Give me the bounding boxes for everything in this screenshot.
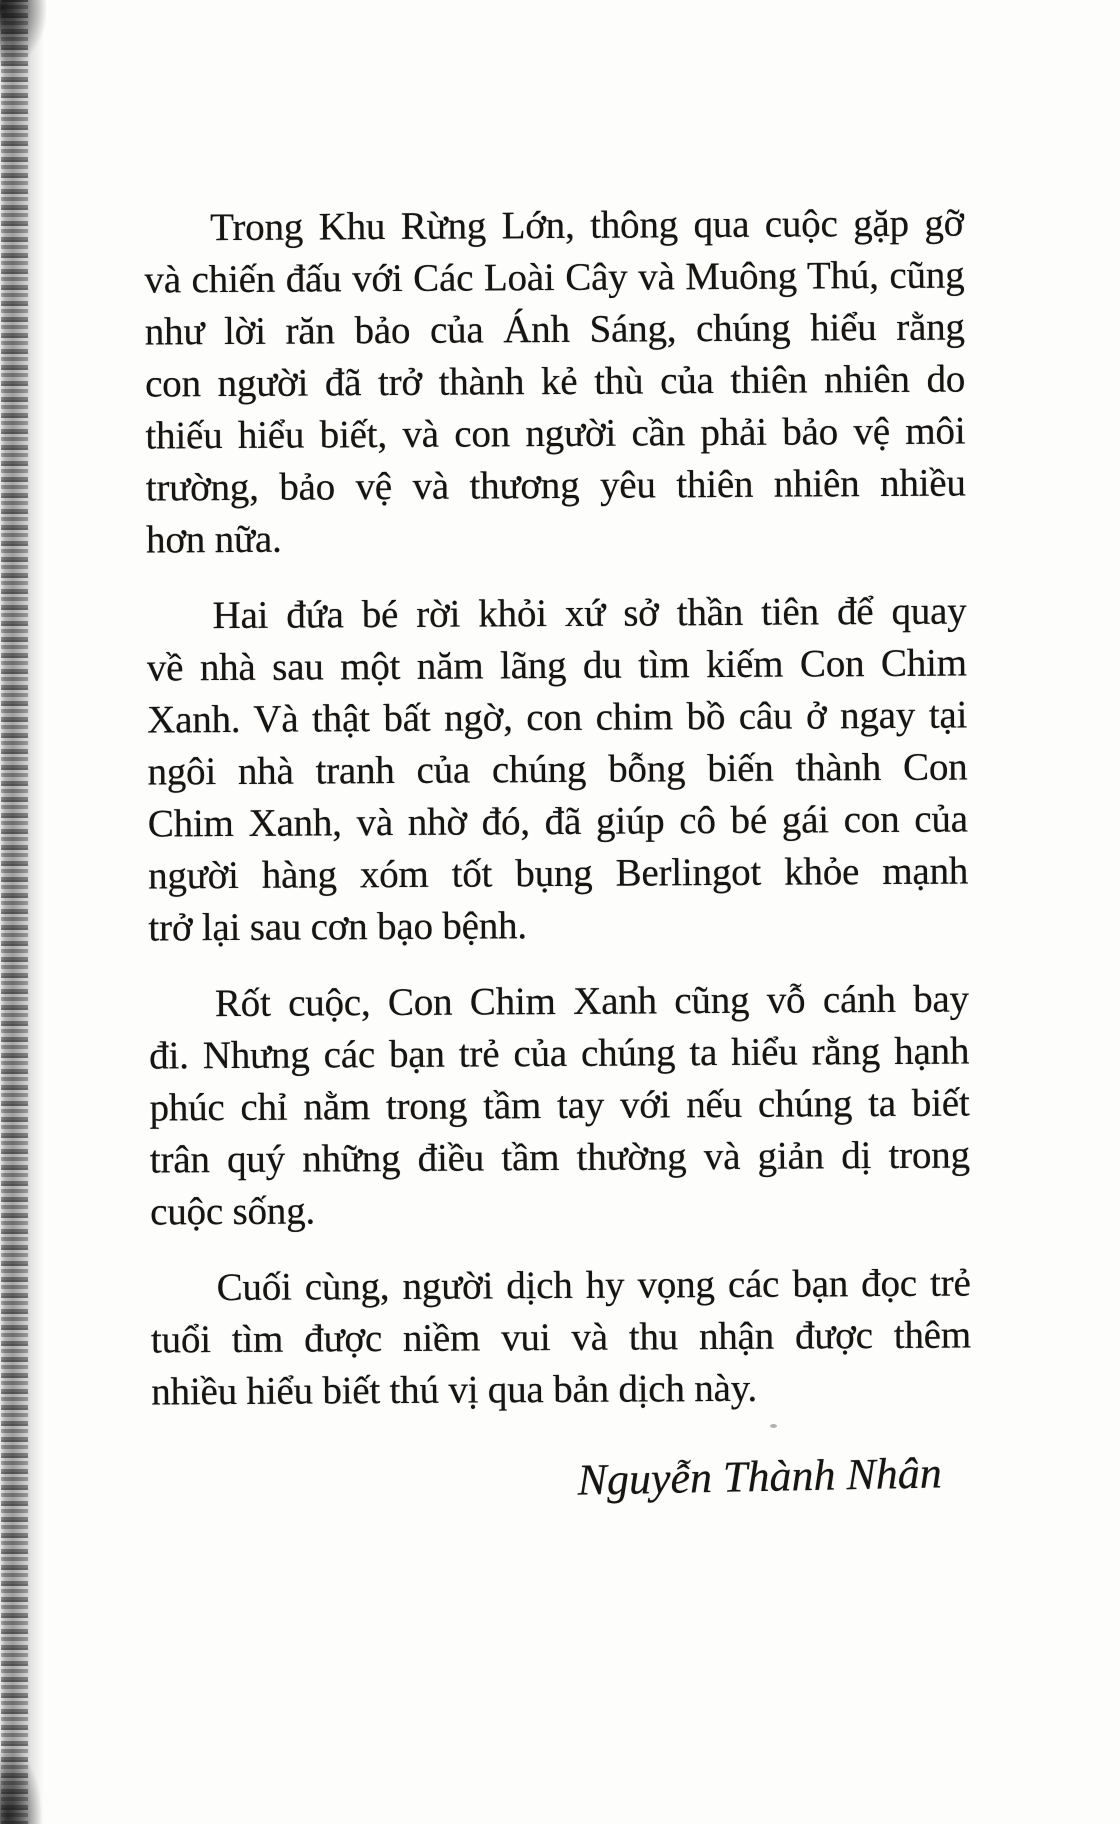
text-line: Chim Xanh, và nhờ đó, đã giúp cô bé gái con của [147, 797, 968, 846]
text-line: đi. Nhưng các bạn trẻ của chúng ta hiểu rằng hạnh [149, 1029, 970, 1078]
text-line: nhiều hiểu biết thú vị qua bản dịch này. [151, 1366, 758, 1414]
text-line: như lời răn bảo của Ánh Sáng, chúng hiểu rằng [144, 305, 965, 354]
text-line: Hai đứa bé rời khỏi xứ sở thần tiên để quay [212, 589, 967, 638]
text-line: trường, bảo vệ và thương yêu thiên nhiên nhiều [145, 461, 966, 510]
text-line: Rốt cuộc, Con Chim Xanh cũng vỗ cánh bay [214, 977, 970, 1026]
text-line: Xanh. Và thật bất ngờ, con chim bồ câu ở ngay tại [147, 693, 968, 742]
paragraph [144, 197, 966, 566]
text-line: và chiến đấu với Các Loài Cây và Muông Thú, cũng [144, 253, 965, 302]
book-gutter-shadow [0, 0, 46, 1824]
text-line: thiếu hiểu biết, và con người cần phải bảo vệ môi [145, 409, 966, 458]
page-text-block [144, 197, 972, 1510]
text-line: tuổi tìm được niềm vui và thu nhận được thêm [150, 1313, 972, 1362]
text-line: Cuối cùng, người dịch hy vọng các bạn đọc trẻ [216, 1261, 971, 1310]
text-line: Trong Khu Rừng Lớn, thông qua cuộc gặp gỡ [210, 201, 965, 250]
paragraph [150, 1257, 971, 1418]
text-line: cuộc sống. [150, 1189, 316, 1234]
text-line: phúc chỉ nằm trong tầm tay với nếu chúng ta biết [149, 1081, 970, 1130]
text-line: trân quý những điều tầm thường và giản dị trong [149, 1133, 970, 1182]
text-line: về nhà sau một năm lãng du tìm kiếm Con Chim [146, 641, 967, 690]
text-line: trở lại sau cơn bạo bệnh. [148, 904, 528, 950]
paragraph [146, 585, 968, 954]
translator-signature: Nguyễn Thành Nhân [577, 1448, 943, 1505]
scan-speck [770, 1424, 777, 1428]
text-line: hơn nữa. [145, 517, 282, 562]
text-line: ngôi nhà tranh của chúng bỗng biến thành Con [147, 745, 968, 794]
paragraph [149, 973, 971, 1238]
text-line: người hàng xóm tốt bụng Berlingot khỏe mạnh [147, 849, 969, 898]
text-line: con người đã trở thành kẻ thù của thiên nhiên do [144, 357, 966, 406]
